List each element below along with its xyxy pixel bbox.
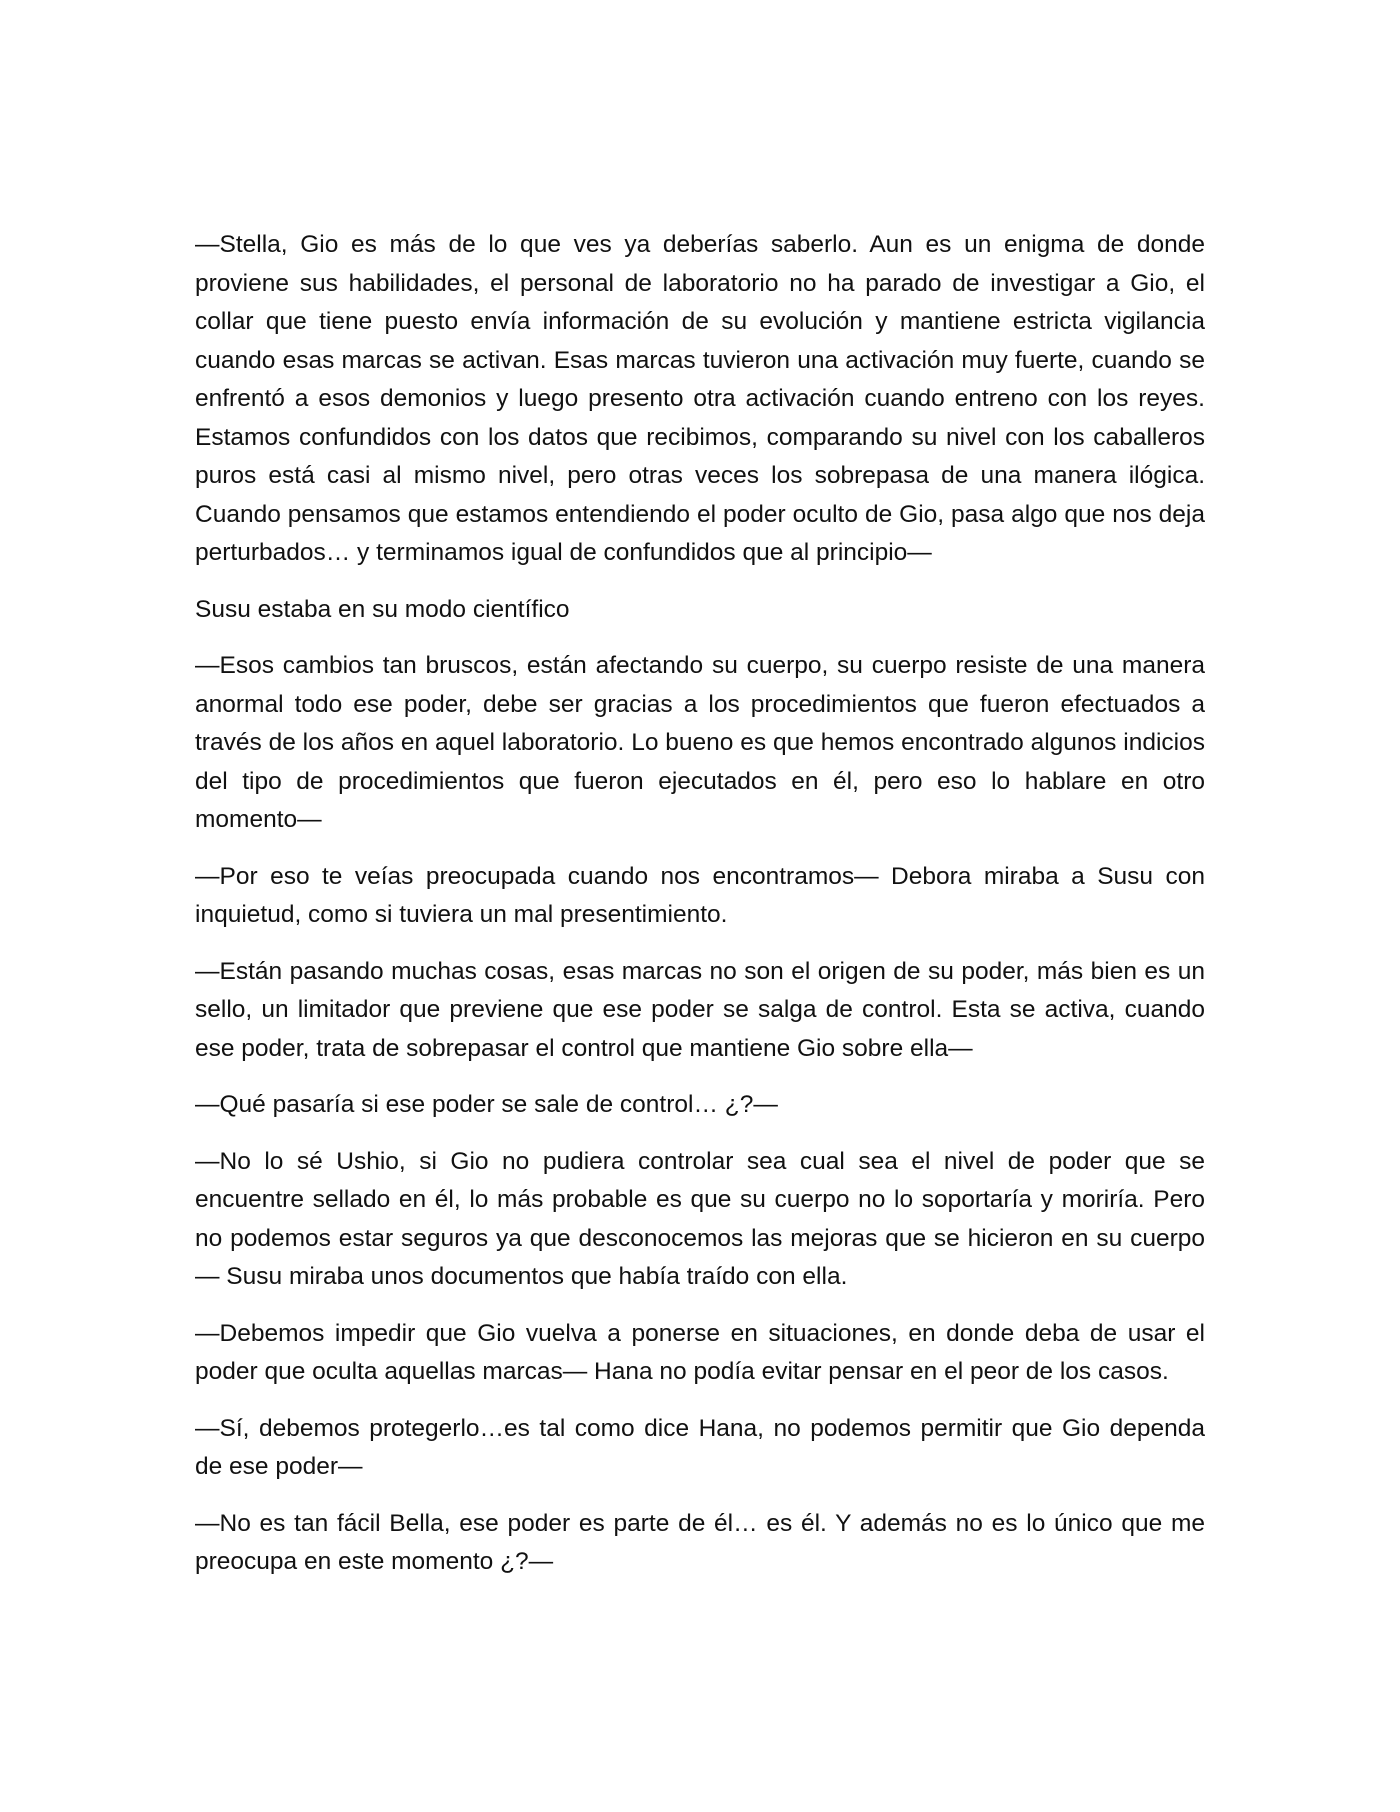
paragraph-1: —Stella, Gio es más de lo que ves ya deberías saberlo. Aun es un enigma de donde proviene sus habilidades, el personal de laboratorio no ha parado de investigar a Gio, el collar que tiene puesto envía información de su evolución y mantiene estricta vigilancia cuando esas marcas se activan. Esas marcas tuvieron una activación muy fuerte, cuando se enfrentó a esos demonios y luego presento otra activación cuando entreno con los reyes. Estamos confundidos con los datos que recibimos, comparando su nivel con los caballeros puros está casi al mismo nivel, pero otras veces los sobrepasa de una manera ilógica. Cuando pensamos que estamos entendiendo el poder oculto de Gio, pasa algo que nos deja perturbados… y terminamos igual de confundidos que al principio— xyxy=(195,231,1205,566)
paragraph-5: —Están pasando muchas cosas, esas marcas no son el origen de su poder, más bien es un sello, un limitador que previene que ese poder se salga de control. Esta se activa, cuando ese poder, trata de sobrepasar el control que mantiene Gio sobre ella— xyxy=(195,957,1205,1062)
paragraph-4: —Por eso te veías preocupada cuando nos encontramos— Debora miraba a Susu con inquietud, como si tuviera un mal presentimiento. xyxy=(195,862,1205,928)
paragraph-2: Susu estaba en su modo científico xyxy=(195,595,570,623)
paragraph-7: —No lo sé Ushio, si Gio no pudiera controlar sea cual sea el nivel de poder que se encuentre sellado en él, lo más probable es que su cuerpo no lo soportaría y moriría. Pero no podemos estar seguros ya que desconocemos las mejoras que se hicieron en su cuerpo— Susu miraba unos documentos que había traído con ella. xyxy=(195,1147,1205,1290)
document-body xyxy=(195,226,1205,1600)
paragraph-9: —Sí, debemos protegerlo…es tal como dice Hana, no podemos permitir que Gio dependa de ese poder— xyxy=(195,1414,1205,1480)
paragraph-10: —No es tan fácil Bella, ese poder es parte de él… es él. Y además no es lo único que me preocupa en este momento ¿?— xyxy=(195,1509,1205,1575)
paragraph-8: —Debemos impedir que Gio vuelva a ponerse en situaciones, en donde deba de usar el poder que oculta aquellas marcas— Hana no podía evitar pensar en el peor de los casos. xyxy=(195,1319,1205,1385)
paragraph-3: —Esos cambios tan bruscos, están afectando su cuerpo, su cuerpo resiste de una manera anormal todo ese poder, debe ser gracias a los procedimientos que fueron efectuados a través de los años en aquel laboratorio. Lo bueno es que hemos encontrado algunos indicios del tipo de procedimientos que fueron ejecutados en él, pero eso lo hablare en otro momento— xyxy=(195,652,1205,833)
paragraph-6: —Qué pasaría si ese poder se sale de control… ¿?— xyxy=(195,1091,778,1118)
